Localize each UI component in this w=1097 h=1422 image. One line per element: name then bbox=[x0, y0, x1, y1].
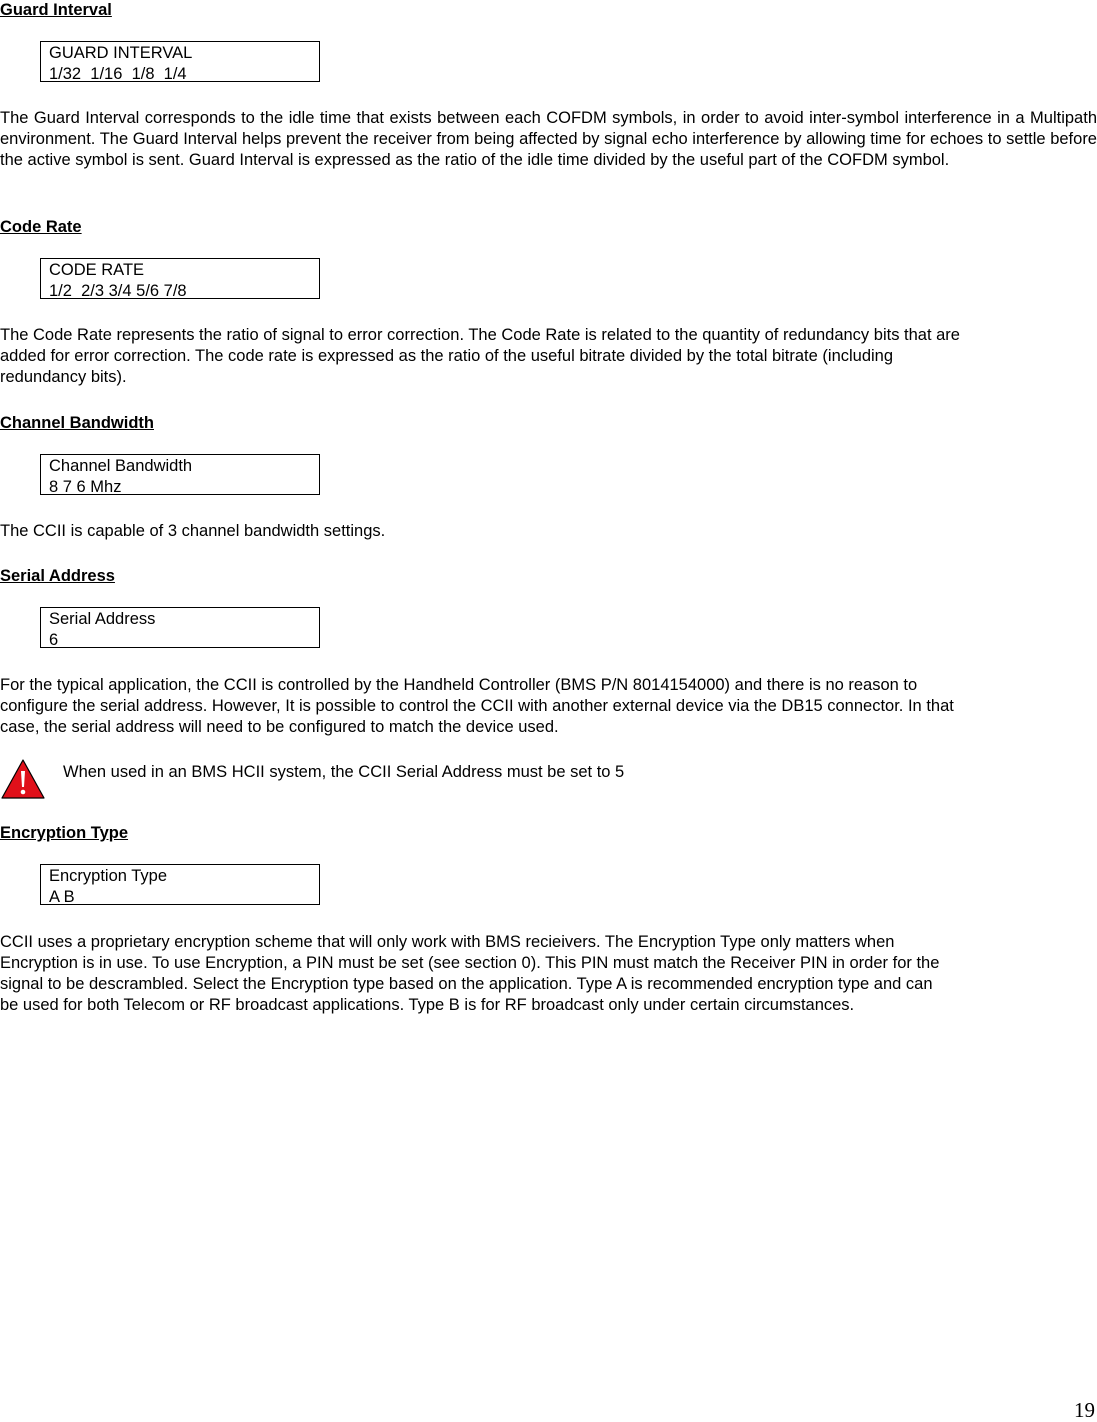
code-rate-box-values: 1/2 2/3 3/4 5/6 7/8 bbox=[49, 282, 187, 300]
encryption-type-paragraph bbox=[0, 932, 1097, 1016]
channel-bandwidth-paragraph: The CCII is capable of 3 channel bandwidth settings. bbox=[0, 522, 386, 540]
code-rate-paragraph-line: redundancy bits). bbox=[0, 368, 127, 386]
serial-address-box-values: 6 bbox=[49, 631, 59, 649]
code-rate-paragraph-line: The Code Rate represents the ratio of signal to error correction. The Code Rate is related to the quantity of redundancy bits that are bbox=[0, 326, 960, 344]
code-rate-display-box bbox=[40, 258, 320, 299]
guard-interval-box-title: GUARD INTERVAL bbox=[49, 44, 193, 62]
heading-channel-bandwidth: Channel Bandwidth bbox=[0, 414, 154, 432]
code-rate-paragraph-line: added for error correction. The code rate is expressed as the ratio of the useful bitrate divided by the total bitrate (including bbox=[0, 347, 894, 365]
encryption-type-paragraph-line: signal to be descrambled. Select the Encryption type based on the application. Type A is recommended encryption type and can bbox=[0, 975, 933, 993]
encryption-type-box-values: A B bbox=[49, 888, 75, 906]
guard-interval-box-values: 1/32 1/16 1/8 1/4 bbox=[49, 65, 187, 83]
encryption-type-paragraph-line: be used for both Telecom or RF broadcast applications. Type B is for RF broadcast only under certain circumstances. bbox=[0, 996, 855, 1014]
heading-guard-interval: Guard Interval bbox=[0, 1, 112, 19]
encryption-type-paragraph-line: Encryption is in use. To use Encryption, a PIN must be set (see section 0). This PIN must match the Receiver PIN in order for the bbox=[0, 954, 940, 972]
heading-encryption-type: Encryption Type bbox=[0, 824, 129, 842]
serial-address-warning: When used in an BMS HCII system, the CCII Serial Address must be set to 5 bbox=[63, 763, 625, 781]
warning-triangle-icon bbox=[0, 758, 46, 800]
encryption-type-paragraph-line: CCII uses a proprietary encryption scheme that will only work with BMS recieivers. The Encryption Type only matters when bbox=[0, 933, 895, 951]
guard-interval-display-box bbox=[40, 41, 320, 82]
channel-bandwidth-box-title: Channel Bandwidth bbox=[49, 457, 193, 475]
channel-bandwidth-display-box bbox=[40, 454, 320, 495]
code-rate-paragraph bbox=[0, 325, 1097, 388]
serial-address-paragraph-line: case, the serial address will need to be configured to match the device used. bbox=[0, 718, 559, 736]
code-rate-box-title: CODE RATE bbox=[49, 261, 145, 279]
encryption-type-box-title: Encryption Type bbox=[49, 867, 168, 885]
serial-address-paragraph-line: configure the serial address. However, It is possible to control the CCII with another external device via the DB15 connector. In that bbox=[0, 697, 954, 715]
channel-bandwidth-box-values: 8 7 6 Mhz bbox=[49, 478, 122, 496]
heading-code-rate: Code Rate bbox=[0, 218, 82, 236]
serial-address-box-title: Serial Address bbox=[49, 610, 156, 628]
heading-serial-address: Serial Address bbox=[0, 567, 115, 585]
serial-address-paragraph-line: For the typical application, the CCII is controlled by the Handheld Controller (BMS P/N 8014154000) and there is no reason to bbox=[0, 676, 918, 694]
page-number: 19 bbox=[1074, 1398, 1095, 1422]
encryption-type-display-box bbox=[40, 864, 320, 905]
serial-address-display-box bbox=[40, 607, 320, 648]
guard-interval-paragraph: The Guard Interval corresponds to the idle time that exists between each COFDM symbols, in order to avoid inter-symbol interference in a Multipath environment. The Guard Interval helps prevent the receiver from being affected by signal echo interference by allowing time for echoes to settle before the active symbol is sent. Guard Interval is expressed as the ratio of the idle time divided by the useful part of the COFDM symbol. bbox=[0, 109, 1097, 169]
serial-address-paragraph bbox=[0, 675, 1097, 738]
